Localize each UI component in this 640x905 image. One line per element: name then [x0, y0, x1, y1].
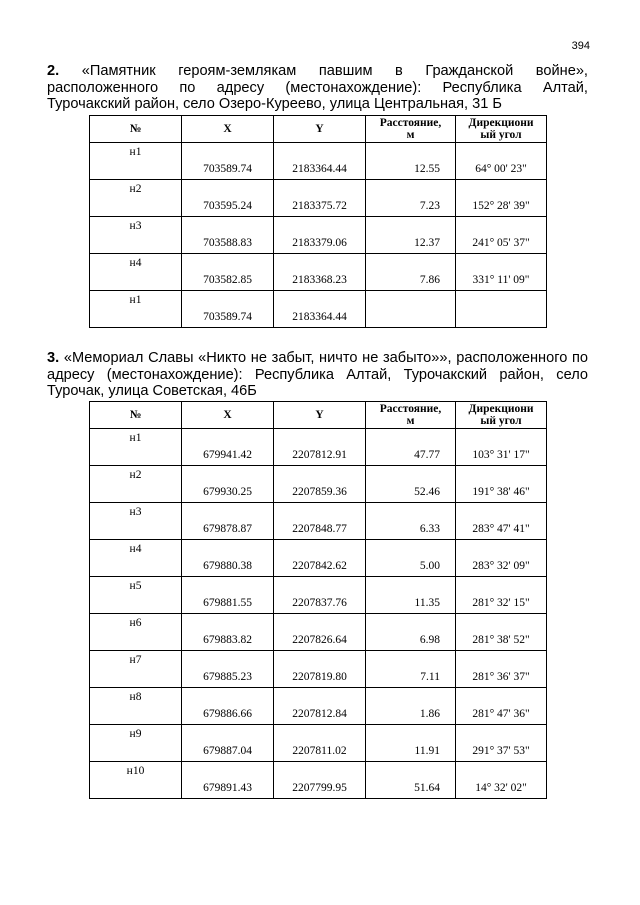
- coordinates-table-3: [89, 401, 547, 799]
- x-cell: [182, 614, 274, 651]
- angle-cell: [456, 429, 547, 466]
- angle-cell: [456, 651, 547, 688]
- point-label: н2: [129, 469, 142, 481]
- x-value: 679941.42: [203, 449, 252, 461]
- x-cell: [182, 429, 274, 466]
- header-distance: [366, 116, 456, 143]
- table-row: [90, 291, 547, 328]
- y-value: 2207826.64: [292, 634, 347, 646]
- angle-cell: [456, 540, 547, 577]
- point-label: н10: [126, 765, 145, 777]
- point-cell: [90, 688, 182, 725]
- distance-value: 12.55: [414, 163, 440, 175]
- distance-value: 12.37: [414, 237, 440, 249]
- point-label: н8: [129, 691, 142, 703]
- distance-cell: [366, 725, 456, 762]
- table-row: [90, 143, 547, 180]
- table-row: [90, 466, 547, 503]
- x-cell: [182, 762, 274, 799]
- point-label: н9: [129, 728, 142, 740]
- angle-value: 291° 37' 53": [472, 745, 530, 757]
- y-value: 2207837.76: [292, 597, 347, 609]
- angle-value: 64° 00' 23": [475, 163, 527, 175]
- x-cell: [182, 466, 274, 503]
- table-row: [90, 217, 547, 254]
- y-value: 2183364.44: [292, 311, 347, 323]
- table-row: [90, 725, 547, 762]
- angle-value: 281° 47' 36": [472, 708, 530, 720]
- point-label: н1: [129, 146, 142, 158]
- section-2-heading: [47, 63, 588, 113]
- x-cell: [182, 725, 274, 762]
- distance-value: 52.46: [414, 486, 440, 498]
- x-value: 679885.23: [203, 671, 252, 683]
- header-num: №: [90, 116, 182, 143]
- angle-cell: [456, 762, 547, 799]
- y-value: 2207859.36: [292, 486, 347, 498]
- point-label: н3: [129, 506, 142, 518]
- point-cell: [90, 503, 182, 540]
- y-value: 2207812.91: [292, 449, 347, 461]
- x-value: 679887.04: [203, 745, 252, 757]
- distance-value: 51.64: [414, 782, 440, 794]
- header-y: Y: [274, 402, 366, 429]
- x-cell: [182, 688, 274, 725]
- y-cell: [274, 725, 366, 762]
- table-header-row: [90, 116, 547, 143]
- header-distance-line1: Расстояние,: [379, 117, 442, 129]
- y-cell: [274, 651, 366, 688]
- section-2-text: «Памятник героям-землякам павшим в Гражданской войне», расположенного по адресу (местонахождение): Республика Алтай, Турочакский район, село Озеро-Куреево, улица Центральная, 31 Б: [47, 63, 588, 112]
- header-angle-line2: ый угол: [480, 415, 522, 427]
- distance-cell: [366, 540, 456, 577]
- angle-cell: [456, 614, 547, 651]
- x-value: 679883.82: [203, 634, 252, 646]
- x-value: 679878.87: [203, 523, 252, 535]
- angle-value: 283° 32' 09": [472, 560, 530, 572]
- y-cell: [274, 688, 366, 725]
- header-num: №: [90, 402, 182, 429]
- section-3-heading: [47, 350, 588, 400]
- x-cell: [182, 540, 274, 577]
- header-x: X: [182, 116, 274, 143]
- distance-cell: [366, 180, 456, 217]
- header-angle: [456, 402, 547, 429]
- y-cell: [274, 614, 366, 651]
- y-cell: [274, 254, 366, 291]
- distance-cell: [366, 217, 456, 254]
- point-cell: [90, 217, 182, 254]
- section-3-number: 3.: [47, 350, 60, 366]
- y-cell: [274, 762, 366, 799]
- distance-cell: [366, 577, 456, 614]
- header-y: Y: [274, 116, 366, 143]
- point-cell: [90, 614, 182, 651]
- point-cell: [90, 254, 182, 291]
- section-3-text: «Мемориал Славы «Никто не забыт, ничто не забыто»», расположенного по адресу (местонахождение): Республика Алтай, Турочакский район, село Турочак, улица Советская, 46Б: [47, 350, 588, 399]
- distance-value: 11.35: [414, 597, 440, 609]
- table-row: [90, 614, 547, 651]
- point-cell: [90, 429, 182, 466]
- angle-value: 241° 05' 37": [472, 237, 530, 249]
- point-label: н2: [129, 183, 142, 195]
- distance-cell: [366, 688, 456, 725]
- table-row: [90, 762, 547, 799]
- distance-cell: [366, 429, 456, 466]
- distance-cell: [366, 651, 456, 688]
- x-cell: [182, 254, 274, 291]
- header-angle-line2: ый угол: [480, 129, 522, 141]
- point-label: н5: [129, 580, 142, 592]
- x-value: 703589.74: [203, 311, 252, 323]
- angle-cell: [456, 725, 547, 762]
- x-value: 703588.83: [203, 237, 252, 249]
- distance-value: 6.98: [419, 634, 440, 646]
- header-distance-line2: м: [406, 129, 415, 141]
- angle-cell: [456, 180, 547, 217]
- angle-value: 283° 47' 41": [472, 523, 530, 535]
- angle-value: 281° 36' 37": [472, 671, 530, 683]
- angle-value: 191° 38' 46": [472, 486, 530, 498]
- distance-cell: [366, 143, 456, 180]
- header-distance: [366, 402, 456, 429]
- distance-value: 11.91: [414, 745, 440, 757]
- x-cell: [182, 651, 274, 688]
- table-row: [90, 577, 547, 614]
- point-label: н1: [129, 432, 142, 444]
- point-label: н4: [129, 257, 142, 269]
- point-label: н1: [129, 294, 142, 306]
- table-row: [90, 429, 547, 466]
- point-label: н3: [129, 220, 142, 232]
- section-2-number: 2.: [47, 63, 60, 79]
- y-cell: [274, 291, 366, 328]
- table-row: [90, 651, 547, 688]
- y-cell: [274, 466, 366, 503]
- x-cell: [182, 577, 274, 614]
- table-header-row: [90, 402, 547, 429]
- table-row: [90, 254, 547, 291]
- table-row: [90, 180, 547, 217]
- x-value: 679930.25: [203, 486, 252, 498]
- angle-cell: [456, 217, 547, 254]
- table-row: [90, 540, 547, 577]
- distance-value: 7.86: [419, 274, 440, 286]
- distance-value: 5.00: [419, 560, 440, 572]
- header-angle-line1: Дирекциони: [468, 117, 534, 129]
- x-value: 703595.24: [203, 200, 252, 212]
- x-value: 703589.74: [203, 163, 252, 175]
- point-cell: [90, 291, 182, 328]
- distance-value: 47.77: [414, 449, 440, 461]
- table-row: [90, 688, 547, 725]
- angle-value: 281° 32' 15": [472, 597, 530, 609]
- point-label: н7: [129, 654, 142, 666]
- table-row: [90, 503, 547, 540]
- point-label: н6: [129, 617, 142, 629]
- distance-cell: [366, 466, 456, 503]
- y-cell: [274, 577, 366, 614]
- y-value: 2183364.44: [292, 163, 347, 175]
- x-cell: [182, 217, 274, 254]
- coordinates-table-2: [89, 115, 547, 328]
- angle-cell: [456, 143, 547, 180]
- y-value: 2183379.06: [292, 237, 347, 249]
- distance-value: 7.11: [420, 671, 440, 683]
- point-label: н4: [129, 543, 142, 555]
- y-cell: [274, 429, 366, 466]
- angle-cell: [456, 688, 547, 725]
- header-distance-line2: м: [406, 415, 415, 427]
- x-value: 679881.55: [203, 597, 252, 609]
- angle-value: 152° 28' 39": [472, 200, 530, 212]
- x-cell: [182, 143, 274, 180]
- distance-cell: [366, 291, 456, 328]
- x-cell: [182, 180, 274, 217]
- angle-value: 14° 32' 02": [475, 782, 527, 794]
- distance-cell: [366, 503, 456, 540]
- distance-cell: [366, 762, 456, 799]
- y-value: 2183368.23: [292, 274, 347, 286]
- angle-cell: [456, 577, 547, 614]
- angle-value: 103° 31' 17": [472, 449, 530, 461]
- header-angle: [456, 116, 547, 143]
- distance-cell: [366, 614, 456, 651]
- point-cell: [90, 540, 182, 577]
- y-value: 2207819.80: [292, 671, 347, 683]
- distance-value: 1.86: [419, 708, 440, 720]
- point-cell: [90, 725, 182, 762]
- point-cell: [90, 180, 182, 217]
- header-angle-line1: Дирекциони: [468, 403, 534, 415]
- y-cell: [274, 180, 366, 217]
- y-value: 2183375.72: [292, 200, 347, 212]
- header-distance-line1: Расстояние,: [379, 403, 442, 415]
- page-number: 394: [571, 40, 590, 52]
- header-x: X: [182, 402, 274, 429]
- y-value: 2207812.84: [292, 708, 347, 720]
- x-cell: [182, 503, 274, 540]
- angle-value: 331° 11' 09": [472, 274, 530, 286]
- angle-cell: [456, 503, 547, 540]
- point-cell: [90, 143, 182, 180]
- y-value: 2207799.95: [292, 782, 347, 794]
- x-cell: [182, 291, 274, 328]
- x-value: 679891.43: [203, 782, 252, 794]
- y-cell: [274, 143, 366, 180]
- point-cell: [90, 762, 182, 799]
- angle-cell: [456, 466, 547, 503]
- point-cell: [90, 577, 182, 614]
- y-cell: [274, 503, 366, 540]
- point-cell: [90, 651, 182, 688]
- y-value: 2207842.62: [292, 560, 347, 572]
- point-cell: [90, 466, 182, 503]
- y-cell: [274, 540, 366, 577]
- distance-cell: [366, 254, 456, 291]
- y-cell: [274, 217, 366, 254]
- x-value: 679880.38: [203, 560, 252, 572]
- y-value: 2207848.77: [292, 523, 347, 535]
- angle-cell: [456, 254, 547, 291]
- angle-cell: [456, 291, 547, 328]
- angle-value: 281° 38' 52": [472, 634, 530, 646]
- y-value: 2207811.02: [292, 745, 347, 757]
- x-value: 703582.85: [203, 274, 252, 286]
- distance-value: 7.23: [419, 200, 440, 212]
- x-value: 679886.66: [203, 708, 252, 720]
- distance-value: 6.33: [419, 523, 440, 535]
